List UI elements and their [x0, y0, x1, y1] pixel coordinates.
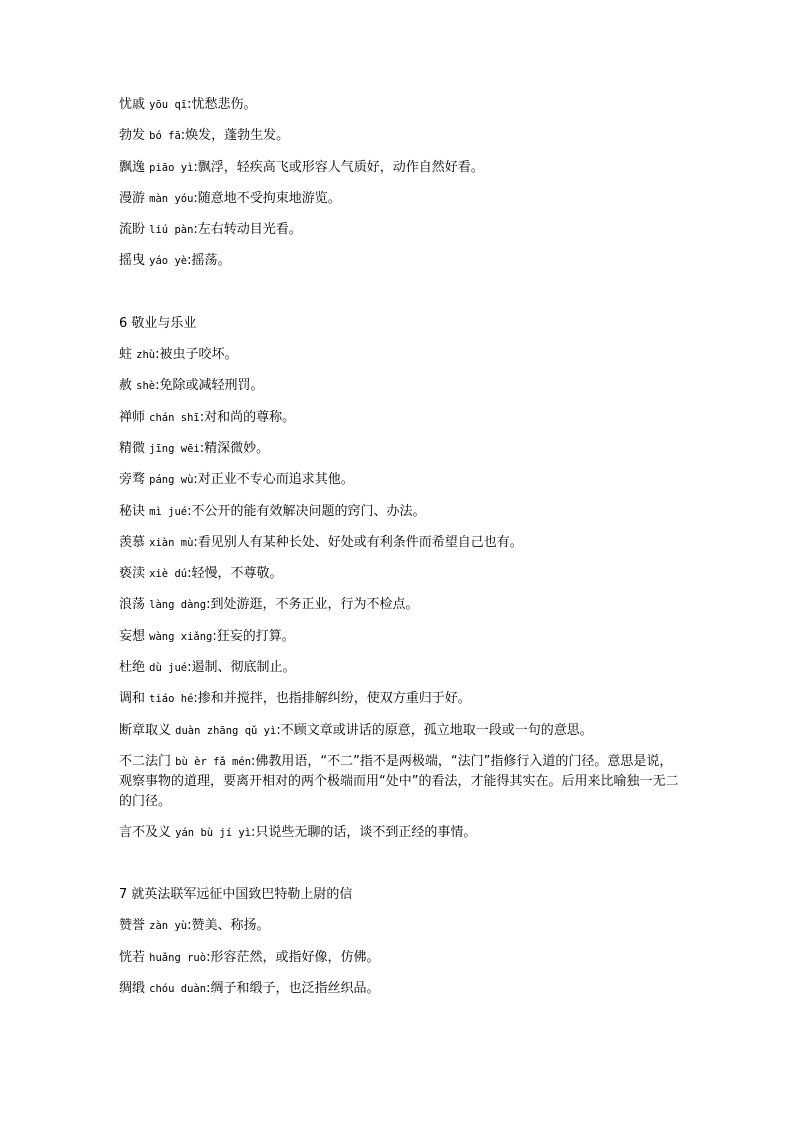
vocab-pinyin: zàn yù: [149, 920, 188, 933]
vocab-pinyin: bó fā: [149, 130, 181, 143]
vocab-entry: [119, 408, 679, 428]
vocab-definition: :只说些无聊的话，谈不到正经的事情。: [251, 824, 477, 840]
vocab-pinyin: piāo yì: [149, 161, 194, 174]
vocab-entry: [119, 979, 679, 999]
vocab-entry: [119, 948, 679, 968]
vocab-pinyin: yáo yè: [149, 255, 188, 268]
vocab-word: 恍若: [119, 949, 146, 965]
vocab-entry: [119, 502, 679, 522]
vocab-word: 赞誉: [119, 918, 146, 934]
vocab-word: 断章取义: [119, 722, 172, 738]
vocab-definition: :赞美、称扬。: [187, 918, 270, 934]
vocab-pinyin: làng dàng: [149, 599, 207, 612]
section-gap: [119, 854, 679, 885]
vocab-definition: :精深微妙。: [199, 440, 270, 456]
vocab-pinyin: chán shī: [149, 411, 200, 424]
vocab-entry: [119, 595, 679, 615]
vocab-definition: :掺和并搅拌，也指排解纠纷，使双方重归于好。: [193, 691, 471, 707]
vocab-definition: :到处游逛，不务正业，行为不检点。: [206, 597, 419, 613]
vocab-entry: [119, 126, 679, 146]
vocab-entry: [119, 916, 679, 936]
vocab-entry: [119, 823, 679, 843]
vocab-pinyin: huǎng ruò: [149, 951, 207, 964]
vocab-definition: :被虫子咬坏。: [155, 347, 238, 363]
vocab-definition: :形容茫然，或指好像，仿佛。: [206, 949, 380, 965]
vocab-definition: :看见别人有某种长处、好处或有利条件而希望自己也有。: [193, 534, 523, 550]
vocab-pinyin: jīng wēi: [149, 442, 200, 455]
vocab-word: 羡慕: [119, 534, 146, 550]
vocab-word: 精微: [119, 440, 146, 456]
vocab-word: 蛀: [119, 347, 133, 363]
vocab-word: 绸缎: [119, 980, 146, 996]
vocab-definition: :忧愁悲伤。: [187, 97, 257, 112]
vocab-definition: :轻慢，不尊敬。: [187, 566, 283, 582]
vocab-word: 忧戚: [119, 97, 146, 112]
vocab-word: 杜绝: [119, 660, 146, 676]
vocab-entry: [119, 564, 679, 584]
vocab-word: 言不及义: [119, 824, 172, 840]
vocab-word: 禅师: [119, 409, 146, 425]
vocab-word: 妄想: [119, 628, 146, 644]
vocab-entry: [119, 658, 679, 678]
vocab-word: 亵渎: [119, 566, 146, 582]
vocab-pinyin: mì jué: [149, 505, 188, 518]
vocab-entry: [119, 752, 679, 812]
vocab-entry: [119, 95, 679, 115]
vocab-entry: [119, 189, 679, 209]
vocab-entry: [119, 345, 679, 365]
vocab-entry: [119, 251, 679, 271]
section-title: 6 敬业与乐业: [119, 315, 197, 331]
vocab-pinyin: xiè dú: [149, 568, 188, 581]
vocab-entry: [119, 533, 679, 553]
vocab-entry: [119, 470, 679, 490]
vocab-word: 秘诀: [119, 503, 146, 519]
vocab-pinyin: shè: [136, 380, 156, 393]
vocab-pinyin: bù èr fǎ mén: [175, 755, 252, 768]
vocab-definition: :佛教用语，“不二”指不是两极端，“法门”指修行入道的门径。意思是说，观察事物的道理，要离开相对的两个极端而用“处中”的看法，才能得其实在。后用来比喻独一无二的门径。: [119, 753, 679, 809]
vocab-entry: [119, 721, 679, 741]
vocab-pinyin: páng wù: [149, 474, 194, 487]
vocab-word: 飘逸: [119, 159, 146, 175]
vocab-definition: :左右转动目光看。: [193, 222, 302, 238]
document-page: [119, 95, 679, 1010]
vocab-pinyin: wàng xiǎng: [149, 630, 213, 643]
vocab-pinyin: yōu qī: [149, 99, 188, 111]
vocab-pinyin: yán bù jí yì: [175, 826, 252, 839]
vocab-pinyin: màn yóu: [149, 192, 194, 205]
vocab-definition: :免除或减轻刑罚。: [155, 378, 264, 394]
section-title: 7 就英法联军远征中国致巴特勒上尉的信: [119, 887, 353, 903]
vocab-word: 漫游: [119, 190, 146, 206]
vocab-word: 不二法门: [119, 753, 172, 769]
vocab-definition: :对正业不专心而追求其他。: [193, 472, 354, 488]
vocab-entry: [119, 689, 679, 709]
vocab-entry: [119, 220, 679, 240]
vocab-word: 旁骛: [119, 472, 146, 488]
vocab-entry: [119, 376, 679, 396]
vocab-pinyin: chóu duàn: [149, 982, 207, 995]
vocab-pinyin: liú pàn: [149, 224, 194, 237]
vocab-pinyin: dù jué: [149, 662, 188, 675]
vocab-pinyin: zhù: [136, 349, 156, 362]
vocab-word: 摇曳: [119, 253, 146, 269]
vocab-definition: :随意地不受拘束地游览。: [193, 190, 341, 206]
vocab-word: 浪荡: [119, 597, 146, 613]
vocab-definition: :对和尚的尊称。: [199, 409, 296, 425]
vocab-pinyin: xiàn mù: [149, 536, 194, 549]
vocab-definition: :遏制、彻底制止。: [187, 660, 296, 676]
vocab-word: 勃发: [119, 128, 146, 144]
vocab-definition: :狂妄的打算。: [212, 628, 295, 644]
vocab-entry: [119, 158, 679, 178]
vocab-pinyin: tiáo hé: [149, 693, 194, 706]
section-gap: [119, 283, 679, 314]
vocab-definition: :不顾文章或讲话的原意，孤立地取一段或一句的意思。: [276, 722, 593, 738]
vocab-word: 调和: [119, 691, 146, 707]
vocab-definition: :摇荡。: [187, 253, 231, 269]
vocab-word: 流盼: [119, 222, 146, 238]
vocab-definition: :绸子和缎子，也泛指丝织品。: [206, 980, 380, 996]
vocab-word: 赦: [119, 378, 133, 394]
vocab-pinyin: duàn zhāng qǔ yì: [175, 724, 277, 737]
vocab-definition: :焕发，蓬勃生发。: [180, 128, 290, 144]
vocab-definition: :不公开的能有效解决问题的窍门、办法。: [187, 503, 426, 519]
vocab-entry: [119, 439, 679, 459]
vocab-entry: [119, 627, 679, 647]
vocab-definition: :飘浮，轻疾高飞或形容人气质好，动作自然好看。: [193, 159, 484, 175]
